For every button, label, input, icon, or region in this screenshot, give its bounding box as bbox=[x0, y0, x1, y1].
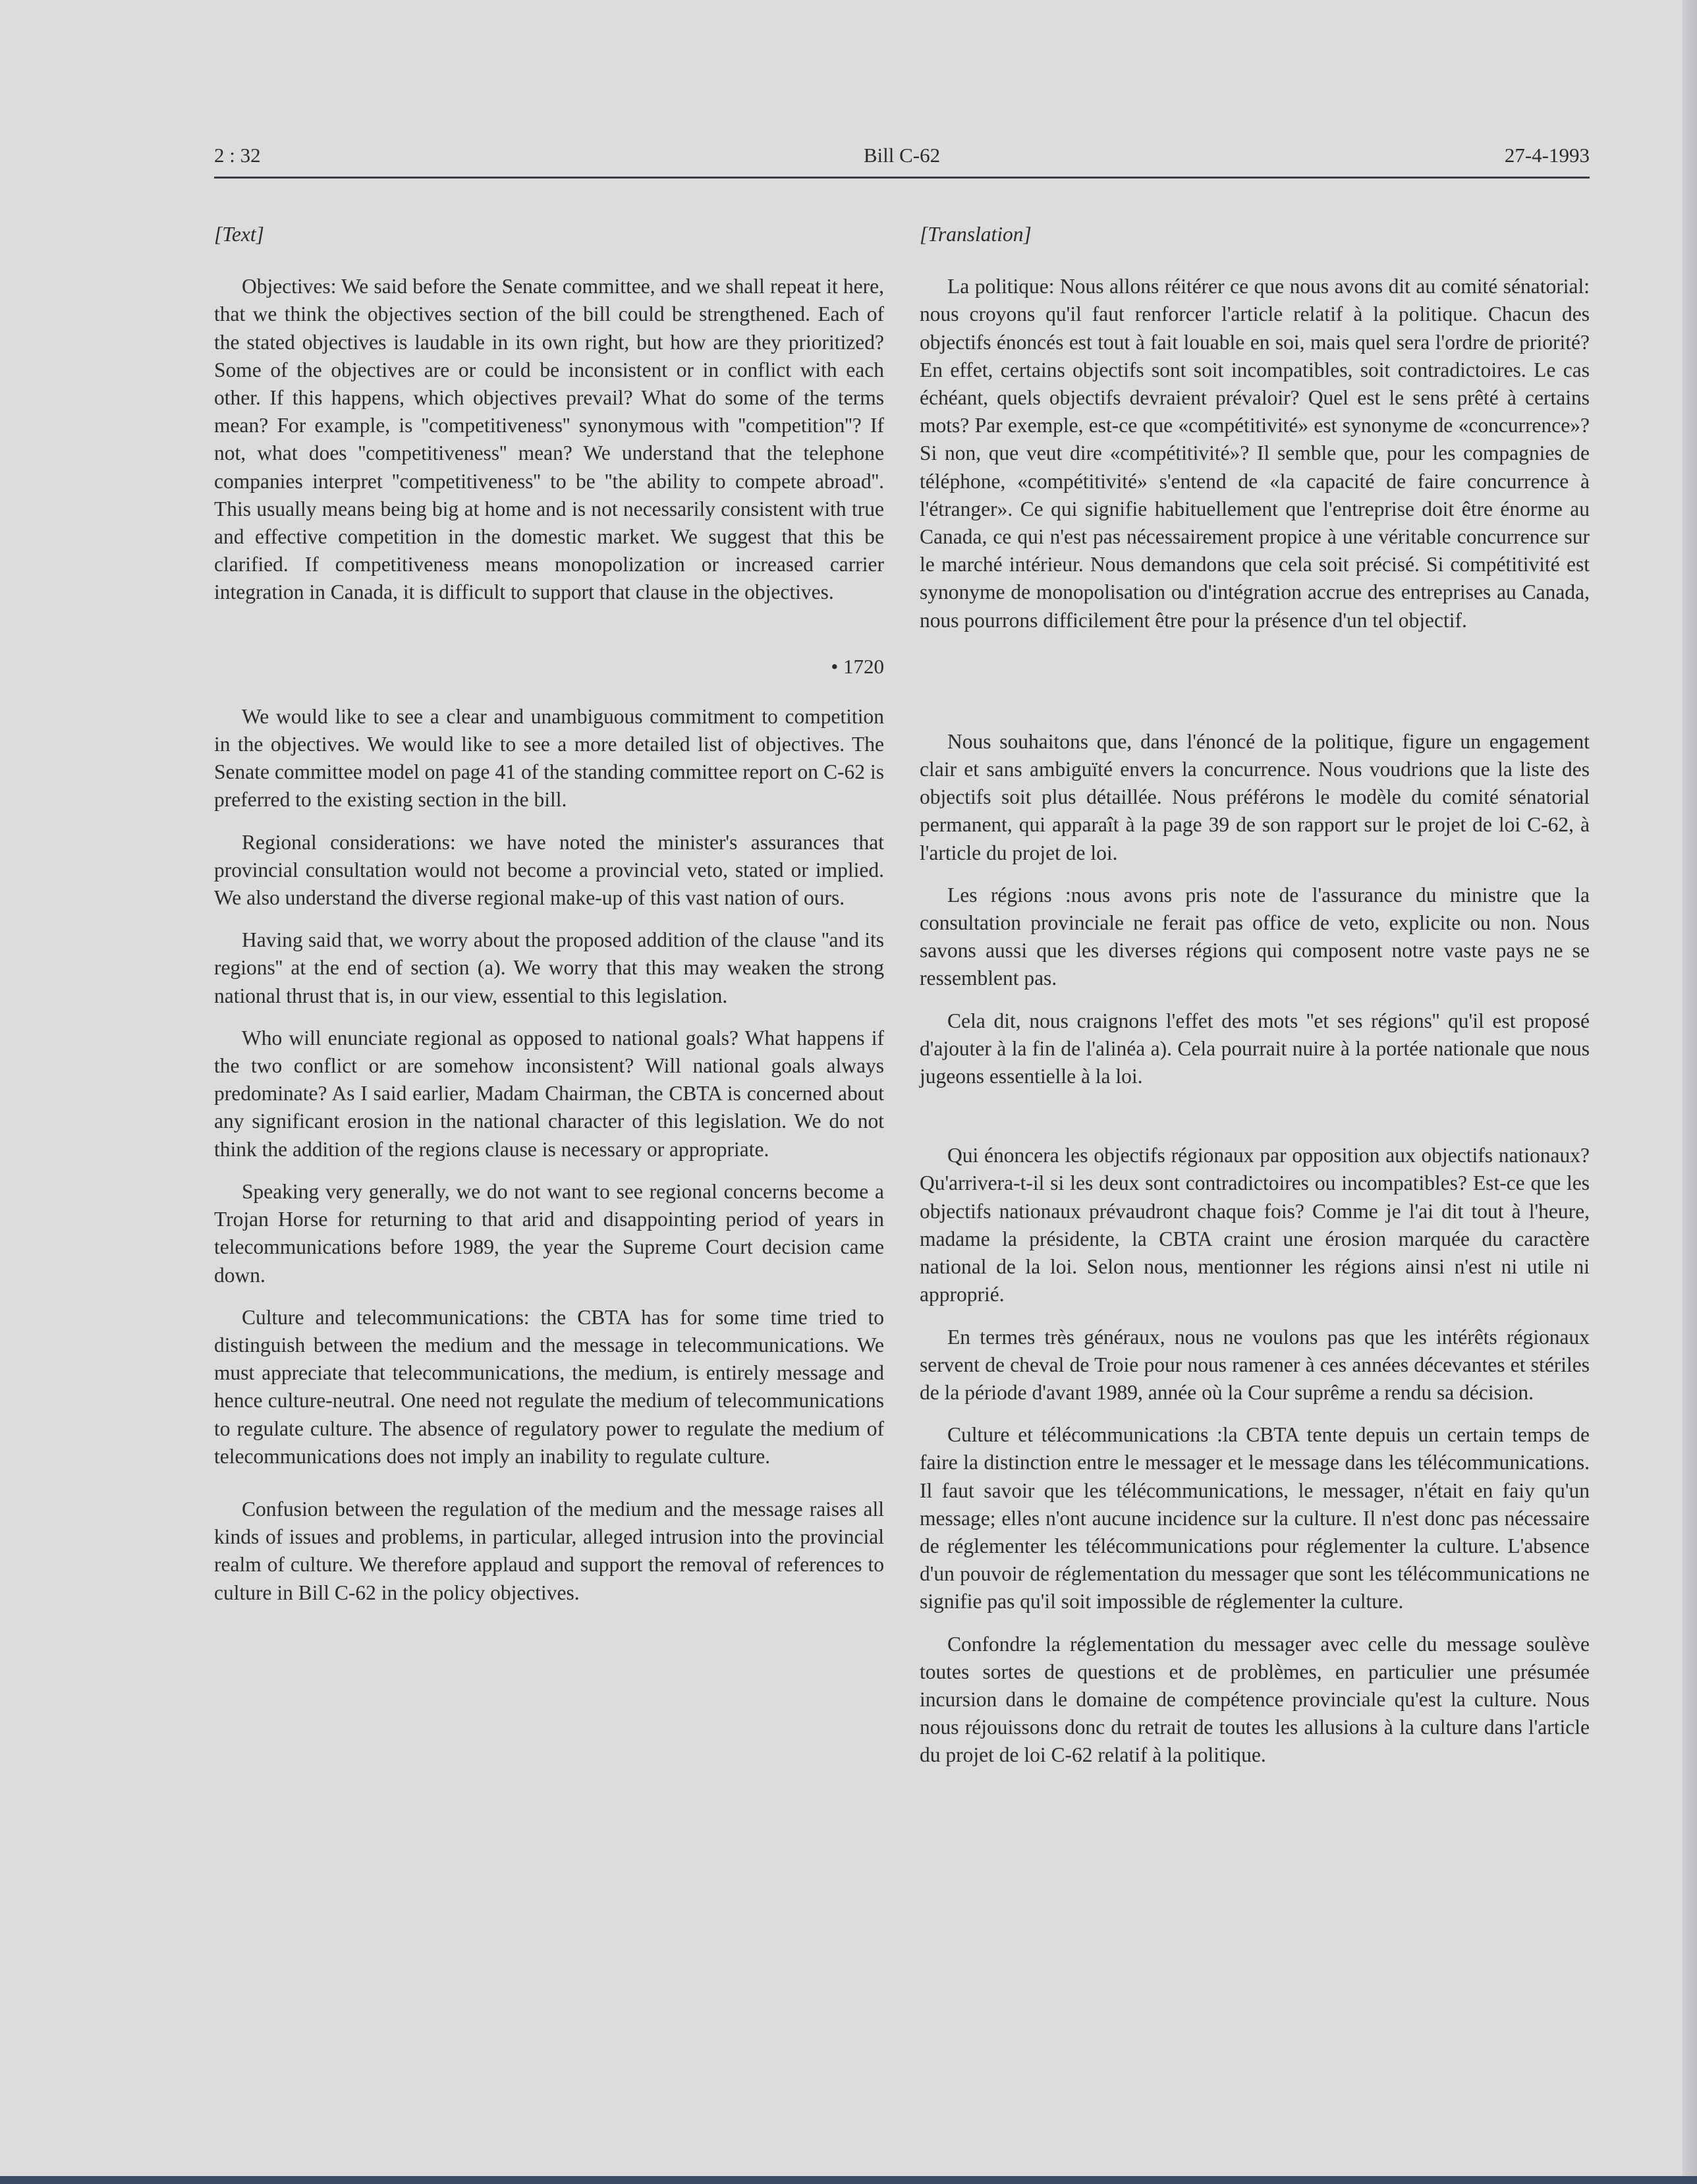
confondre-paragraph: Confondre la réglementation du messager avec celle du message soulève toutes sortes de questions et de problèmes, en particulier une présumée incursion dans le domaine de compétence provinciale qu'est la culture. Nous nous réjouissons donc du retrait de toutes les allusions à la culture dans l'article du projet de loi C-62 relatif à la politique. bbox=[920, 1632, 1590, 1767]
bill-title: Bill C-62 bbox=[863, 144, 941, 167]
objectives-paragraph: Objectives: We said before the Senate committee, and we shall repeat it here, that we think the objectives section of the bill could be strengthened. Each of the stated objectives is laudable in its own right, but how are they prioritized? Some of the objectives are or could be inconsistent or in conflict with each other. If this happens, which objectives prevail? What do some of the terms mean? For example, is ''competitiveness'' synonymous with ''competition''? If not, what does ''competitiveness'' mean? We understand that the telephone companies interpret ''competitiveness'' to be ''the ability to compete abroad''. This usually means being big at home and is not necessarily consistent with true and effective competition in the domestic market. We suggest that this be clarified. If competitiveness means monopolization or increased carrier integration in Canada, it is difficult to support that clause in the objectives. bbox=[214, 275, 884, 604]
cela-dit-paragraph: Cela dit, nous craignons l'effet des mots ''et ses régions'' qu'il est proposé d'ajouter à la fin de l'alinéa a). Cela pourrait nuire à la portée nationale que nous jugeons essentielle à la loi. bbox=[920, 1009, 1590, 1088]
national-goals-paragraph: Who will enunciate regional as opposed to national goals? What happens if the two conflict or are somehow inconsistent? Will national goals always predominate? As I said earlier, Madam Chairman, the CBTA is concerned about any significant erosion in the national character of this legislation. We do not think the addition of the regions clause is necessary or appropriate. bbox=[214, 1026, 884, 1161]
regional-considerations-paragraph: Regional considerations: we have noted the minister's assurances that provincial consultation would not become a provincial veto, stated or implied. We also understand the diverse regional make-up of this vast nation of ours. bbox=[214, 830, 884, 910]
cheval-de-troie-paragraph: En termes très généraux, nous ne voulons pas que les intérêts régionaux servent de cheval de Troie pour nous ramener à ces années décevantes et stériles de la période d'avant 1989, année où la Cour suprême a rendu sa décision. bbox=[920, 1325, 1590, 1404]
spacer bbox=[920, 1105, 1590, 1142]
regions-paragraph: Les régions :nous avons pris note de l'assurance du ministre que la consultation provinciale ne ferait pas office de veto, explicite ou non. Nous savons aussi que les diverses régions qui composent notre vaste pays ne se ressemblent pas. bbox=[920, 883, 1590, 990]
trojan-horse-paragraph: Speaking very generally, we do not want to see regional concerns become a Trojan Horse for returning to that arid and disappointing period of years in telecommunications before 1989, the year the Supreme Court decision came down. bbox=[214, 1179, 884, 1287]
header-divider bbox=[214, 177, 1590, 179]
translation-label: [Translation] bbox=[920, 223, 1032, 246]
spacer bbox=[214, 1485, 884, 1496]
page-header bbox=[214, 144, 1590, 177]
time-marker: • 1720 bbox=[831, 654, 884, 678]
page-edge bbox=[1683, 0, 1697, 2184]
culture-telecommunications-paragraph: Culture et télécommunications :la CBTA tente depuis un certain temps de faire la distinction entre le messager et le message dans les télécommunications. Il faut savoir que les télécommunications, le messager, n'était en faiy qu'un message; elles n'ont aucune incidence sur la culture. Il n'est donc pas nécessaire de réglementer les télécommunications pour réglementer la culture. L'absence d'un pouvoir de réglementation du messager que sont les télécommunications ne signifie pas qu'il soit impossible de réglementer la culture. bbox=[920, 1423, 1590, 1613]
commitment-paragraph: We would like to see a clear and unambiguous commitment to competition in the objectives. We would like to see a more detailed list of objectives. The Senate committee model on page 41 of the standing committee report on C-62 is preferred to the existing section in the bill. bbox=[214, 704, 884, 812]
regions-clause-paragraph: Having said that, we worry about the proposed addition of the clause ''and its regions'' at the end of section (a). We worry that this may weaken the strong national thrust that is, in our view, essential to this legislation. bbox=[214, 928, 884, 1007]
engagement-paragraph: Nous souhaitons que, dans l'énoncé de la politique, figure un engagement clair et sans ambiguïté envers la concurrence. Nous voudrions que la liste des objectifs soit plus détaillée. Nous préférons le modèle du comité sénatorial permanent, qui apparaît à la page 39 de son rapport sur le projet de loi C-62, à l'article du projet de loi. bbox=[920, 729, 1590, 864]
text-label: [Text] bbox=[214, 223, 264, 246]
objectifs-regionaux-paragraph: Qui énoncera les objectifs régionaux par opposition aux objectifs nationaux? Qu'arrivera-t-il si les deux sont contradictoires ou incompatibles? Est-ce que les objectifs nationaux prévaudront chaque fois? Comme je l'ai dit tout à l'heure, madame la présidente, la CBTA craint une érosion marquée du caractère national de la loi. Selon nous, mentionner les régions ainsi n'est ni utile ni approprié. bbox=[920, 1144, 1590, 1306]
header-date: 27-4-1993 bbox=[1504, 144, 1590, 167]
english-column bbox=[214, 221, 884, 1621]
spacer bbox=[920, 649, 1590, 728]
culture-telecom-paragraph: Culture and telecommunications: the CBTA has for some time tried to distinguish between the medium and the message in telecommunications. We must appreciate that telecommunications, the medium, is entirely message and hence culture-neutral. One need not regulate the medium of telecommunications to regulate culture. The absence of regulatory power to regulate the medium of telecommunications does not imply an inability to regulate culture. bbox=[214, 1305, 884, 1468]
page-number: 2 : 32 bbox=[214, 144, 261, 167]
binding-strip bbox=[0, 2176, 1697, 2184]
confusion-paragraph: Confusion between the regulation of the medium and the message raises all kinds of issues and problems, in particular, alleged intrusion into the provincial realm of culture. We therefore applaud and support the removal of references to culture in Bill C-62 in the policy objectives. bbox=[214, 1497, 884, 1604]
french-column bbox=[920, 221, 1590, 1784]
politique-paragraph: La politique: Nous allons réitérer ce que nous avons dit au comité sénatorial: nous croyons qu'il faut renforcer l'article relatif à la politique. Chacun des objectifs énoncés est tout à fait louable en soi, mais quel sera l'ordre de priorité? En effet, certains objectifs sont soit incompatibles, soit contradictoires. Le cas échéant, quels objectifs devraient prévaloir? Quel est le sens prêté à certains mots? Par exemple, est-ce que «compétitivité» est synonyme de «concurrence»? Si non, que veut dire «compétitivité»? Il semble que, pour les compagnies de téléphone, «compétitivité» s'entend de «la capacité de faire concurrence à l'étranger». Ce qui signifie habituellement que l'entreprise doit être énorme au Canada, ce qui n'est pas nécessairement propice à une véritable concurrence sur le marché intérieur. Nous demandons que cela soit précisé. Si compétitivité est synonyme de monopolisation ou d'intégration accrue des entreprises au Canada, nous pourrons difficilement être pour la présence d'un tel objectif. bbox=[920, 275, 1590, 632]
